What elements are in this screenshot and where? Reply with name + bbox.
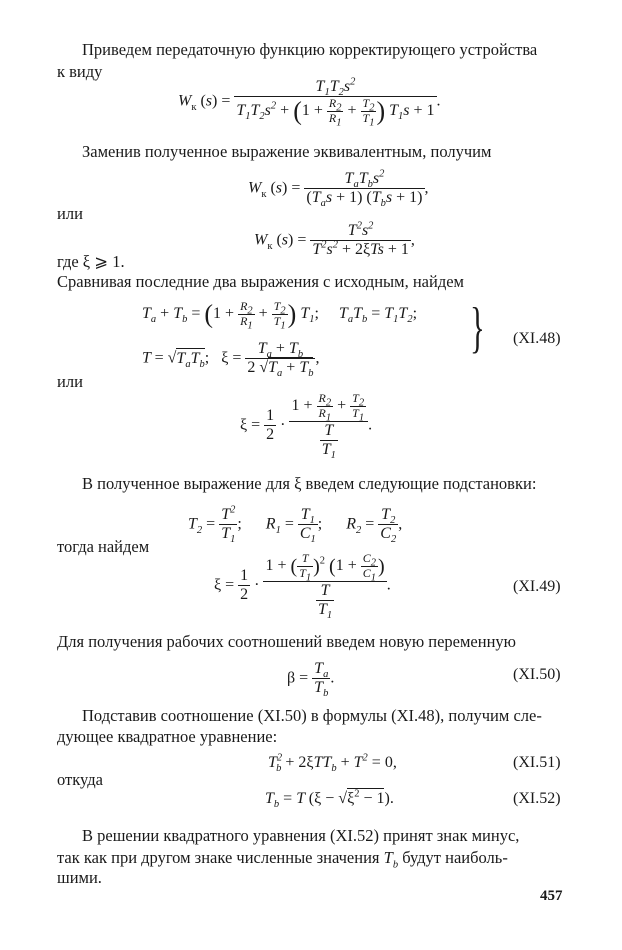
equation-number-50: (XI.50) (513, 666, 561, 683)
symbol-tb: $T_b$ (383, 848, 399, 871)
equation-number-51: (XI.51) (513, 754, 561, 771)
formula-xi-half: ξ = $\frac{1}{2}$ · 1 + $\frac{R_2}{R_1}$ + $\frac{T_2}{T_1}$ $\frac{T}{T_1}$ . (240, 391, 373, 462)
paragraph-then: тогда найдем (57, 537, 150, 556)
paragraph-conclusion-line1: В решении квадратного уравнения (XI.52) принят знак минус, (82, 826, 520, 845)
formula-quadratic: $T^2_b + 2\xi TT_b + T^2 = 0$, (268, 752, 397, 775)
system-brace: } (470, 297, 485, 359)
paragraph-intro-line2: к виду (57, 62, 103, 81)
word-or-1: или (57, 204, 83, 223)
formula-wk-xi: $W_к$ (s) = $T^2s^2$ $T^2s^2 + 2\xi Ts + 1$ , (254, 220, 415, 259)
paragraph-intro-line1: Приведем передаточную функцию корректирующего устройства (82, 40, 538, 59)
paragraph-substitutions: В полученное выражение для ξ введем следующие подстановки: (82, 474, 537, 493)
formula-xi-49: ξ = $\frac{1}{2}$ · 1 + ( $\frac{T}{T_1}$ )$^2$ (1 + $\frac{C_2}{C_1}$ ) $\frac{T}{T_1}$ . (214, 551, 391, 622)
formula-wk-original: $W_к$ (s) = $T_1T_2s^2$ $T_1T_2s^2 + (1$ + $\frac{R_2}{R_1}$ + $\frac{T_2}{T_1}$ ) $T_1s + 1$ . (178, 76, 441, 129)
paragraph-replace: Заменив полученное выражение эквивалентным, получим (82, 142, 492, 161)
equation-number-52: (XI.52) (513, 790, 561, 807)
paragraph-conclusion-line2 (57, 848, 508, 871)
conclusion-line2-part2: будут наиболь- (402, 848, 508, 867)
paragraph-compare: Сравнивая последние два выражения с исходным, найдем (57, 272, 464, 291)
page-number: 457 (540, 888, 563, 904)
formula-wk-equivalent: $W_к$ (s) = $T_aT_bs^2$ $(T_as + 1) (T_bs + 1)$ , (248, 168, 429, 210)
word-whence: откуда (57, 770, 103, 789)
paragraph-new-variable: Для получения рабочих соотношений введем новую переменную (57, 632, 516, 651)
paragraph-substitute-line2: дующее квадратное уравнение: (57, 727, 278, 746)
conclusion-line2-part1: так как при другом знаке численные значения (57, 848, 380, 867)
formula-tb-solution: $T_b = T$ $(\xi - √\xi^2 - 1)$. (265, 788, 394, 811)
paragraph-conclusion-line3: шими. (57, 868, 102, 887)
formula-substitutions: $T_2$ = $\frac{T^2}{T_1}$ ; $R_1$ = $\frac{T_1}{C_1}$ ; $R_2$ = $\frac{T_2}{C_2}$ , (188, 504, 403, 546)
equation-number-49: (XI.49) (513, 578, 561, 595)
formula-system-line2: $T = √T_aT_b$; ξ = $\frac{T_a + T_b}{2 √T_a + T_b}$ , (142, 340, 320, 380)
equation-number-48: (XI.48) (513, 330, 561, 347)
formula-beta: β = $\frac{T_a}{T_b}$ . (287, 660, 335, 700)
condition-xi: где ξ ⩾ 1. (57, 252, 125, 271)
formula-system-line1: $T_a + T_b = (1$ + $\frac{R_2}{R_1}$ + $\frac{T_2}{T_1}$ ) $T_1$; $T_aT_b = T_1T_2$; (142, 299, 418, 332)
word-or-2: или (57, 372, 83, 391)
paragraph-substitute-line1: Подставив соотношение (XI.50) в формулы (XI.48), получим сле- (82, 706, 542, 725)
